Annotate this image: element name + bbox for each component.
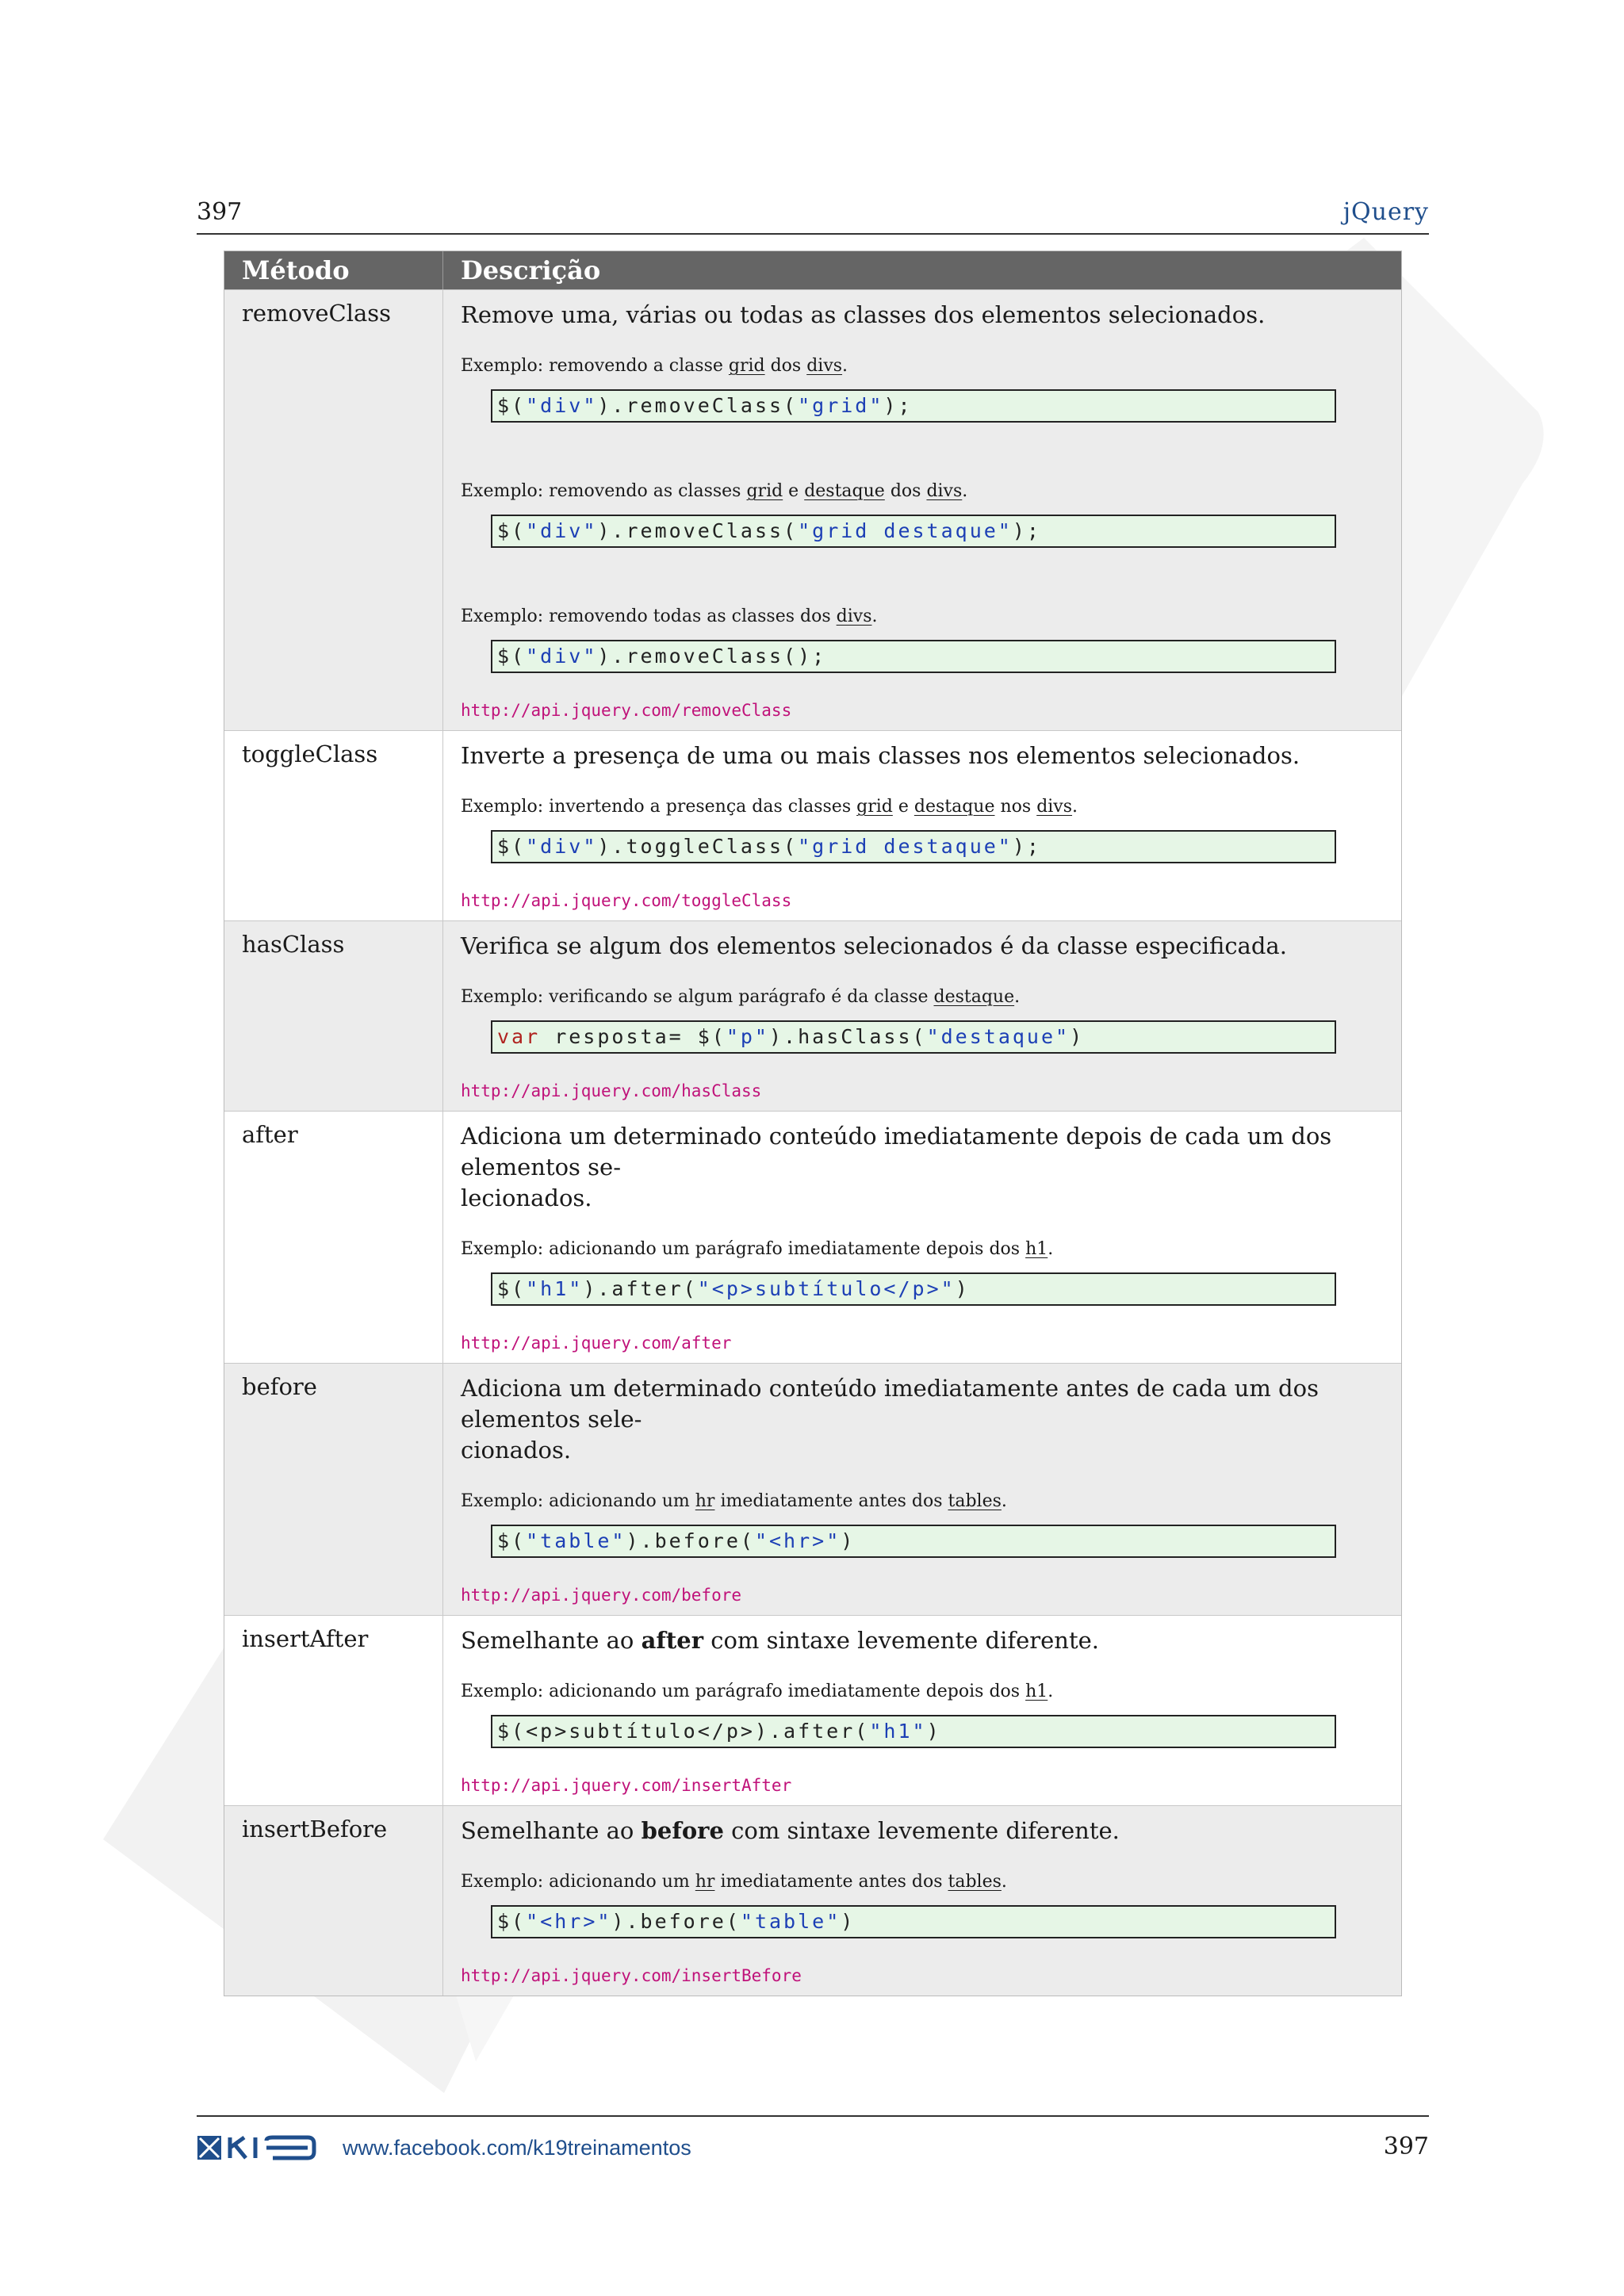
page-header	[197, 197, 1429, 235]
api-doc-link[interactable]: http://api.jquery.com/before	[461, 1586, 742, 1605]
code-text: ).before(	[626, 1529, 755, 1552]
code-block	[491, 1905, 1336, 1938]
method-description: Adiciona um determinado conteúdo imediatamente antes de cada um dos elementos sele- cionados.	[461, 1375, 1319, 1464]
code-text: $(<p>subtítulo</p>).after(	[497, 1720, 870, 1743]
underlined-term: hr	[695, 1491, 715, 1511]
table-row	[224, 1805, 1401, 1996]
spacer	[461, 548, 1384, 581]
code-block	[491, 1715, 1336, 1748]
example-caption: Exemplo: adicionando um parágrafo imediatamente depois dos h1.	[461, 1239, 1054, 1259]
code-text: $(	[497, 1529, 527, 1552]
method-name: removeClass	[224, 290, 443, 730]
code-string: "grid destaque"	[798, 519, 1013, 542]
table-row	[224, 1615, 1401, 1805]
code-text: );	[883, 394, 913, 417]
code-text: ).removeClass(	[597, 394, 799, 417]
code-block	[491, 830, 1336, 863]
underlined-term: tables	[948, 1872, 1002, 1892]
example-caption: Exemplo: removendo as classes grid e destaque dos divs.	[461, 481, 968, 501]
code-text: resposta= $(	[540, 1025, 726, 1048]
code-text: ).removeClass(	[597, 519, 799, 542]
underlined-term: destaque	[914, 797, 995, 817]
method-description-cell	[443, 921, 1401, 1111]
table-row	[224, 289, 1401, 730]
api-doc-link[interactable]: http://api.jquery.com/insertBefore	[461, 1966, 802, 1985]
example-caption: Exemplo: adicionando um parágrafo imediatamente depois dos h1.	[461, 1682, 1054, 1701]
code-text: );	[1012, 835, 1041, 858]
underlined-term: divs	[926, 481, 963, 501]
code-text: )	[841, 1529, 856, 1552]
method-description: Inverte a presença de uma ou mais classes nos elementos selecionados.	[461, 742, 1300, 769]
code-text: ).toggleClass(	[597, 835, 799, 858]
code-string: "destaque"	[926, 1025, 1071, 1048]
code-text: )	[841, 1910, 856, 1933]
code-string: "div"	[526, 645, 598, 668]
api-doc-link[interactable]: http://api.jquery.com/after	[461, 1334, 732, 1353]
example-caption: Exemplo: adicionando um hr imediatamente antes dos tables.	[461, 1491, 1007, 1511]
table-row	[224, 1111, 1401, 1363]
col-header-description: Descrição	[461, 255, 601, 285]
table-body	[224, 289, 1401, 1996]
header-page-number: 397	[197, 198, 243, 226]
code-string: "<hr>"	[754, 1529, 841, 1552]
underlined-term: grid	[746, 481, 783, 501]
code-string: "div"	[526, 519, 598, 542]
underlined-term: divs	[836, 607, 872, 626]
code-text: $(	[497, 835, 527, 858]
underlined-term: hr	[695, 1872, 715, 1892]
code-text: )	[955, 1277, 970, 1300]
method-description-cell	[443, 1112, 1401, 1363]
example-caption: Exemplo: removendo a classe grid dos divs.	[461, 356, 848, 376]
method-description-cell	[443, 1616, 1401, 1805]
code-text: ).hasClass(	[768, 1025, 927, 1048]
code-block	[491, 515, 1336, 548]
code-text: );	[1012, 519, 1041, 542]
underlined-term: h1	[1025, 1239, 1048, 1259]
code-string: "<p>subtítulo</p>"	[697, 1277, 956, 1300]
underlined-term: grid	[728, 356, 765, 376]
api-doc-link[interactable]: http://api.jquery.com/removeClass	[461, 701, 792, 720]
example-caption: Exemplo: removendo todas as classes dos divs.	[461, 607, 878, 626]
code-block	[491, 1020, 1336, 1054]
methods-table	[224, 251, 1402, 1996]
underlined-term: h1	[1025, 1682, 1048, 1701]
underlined-term: tables	[948, 1491, 1002, 1511]
api-doc-link[interactable]: http://api.jquery.com/hasClass	[461, 1081, 762, 1100]
page-footer	[197, 2115, 1429, 2164]
method-name: after	[224, 1112, 443, 1363]
underlined-term: destaque	[804, 481, 885, 501]
underlined-term: divs	[806, 356, 843, 376]
code-string: "p"	[726, 1025, 769, 1048]
code-text: )	[1070, 1025, 1085, 1048]
table-row	[224, 1363, 1401, 1615]
table-header	[224, 251, 1401, 289]
footer-facebook-link[interactable]: www.facebook.com/k19treinamentos	[343, 2136, 691, 2160]
code-string: "table"	[740, 1910, 841, 1933]
code-text: ).before(	[611, 1910, 741, 1933]
api-doc-link[interactable]: http://api.jquery.com/toggleClass	[461, 891, 792, 910]
method-description-cell	[443, 290, 1401, 730]
method-description-cell	[443, 1806, 1401, 1996]
code-text: $(	[497, 394, 527, 417]
method-name: hasClass	[224, 921, 443, 1111]
code-text: ).after(	[583, 1277, 698, 1300]
code-string: "h1"	[869, 1720, 927, 1743]
code-text: $(	[497, 519, 527, 542]
method-description-cell	[443, 1364, 1401, 1615]
api-doc-link[interactable]: http://api.jquery.com/insertAfter	[461, 1776, 792, 1795]
code-text: )	[926, 1720, 941, 1743]
code-string: "div"	[526, 394, 598, 417]
underlined-term: divs	[1036, 797, 1073, 817]
code-text: $(	[497, 1910, 527, 1933]
code-string: "<hr>"	[526, 1910, 612, 1933]
method-name: toggleClass	[224, 731, 443, 920]
method-description: Adiciona um determinado conteúdo imediatamente depois de cada um dos elementos se- lecionados.	[461, 1123, 1332, 1211]
method-description: Semelhante ao before com sintaxe levemente diferente.	[461, 1817, 1120, 1844]
table-row	[224, 920, 1401, 1111]
example-caption: Exemplo: invertendo a presença das classes grid e destaque nos divs.	[461, 797, 1078, 817]
code-text: ).removeClass();	[597, 645, 827, 668]
header-chapter-title: jQuery	[1342, 198, 1429, 226]
method-name: insertBefore	[224, 1806, 443, 1996]
code-keyword: var	[497, 1025, 541, 1048]
footer-page-number: 397	[1383, 2133, 1429, 2160]
k19-logo-icon	[197, 2133, 317, 2163]
bold-term: before	[641, 1817, 724, 1844]
code-string: "div"	[526, 835, 598, 858]
example-caption: Exemplo: verificando se algum parágrafo é da classe destaque.	[461, 987, 1021, 1007]
code-block	[491, 640, 1336, 673]
code-string: "h1"	[526, 1277, 584, 1300]
bold-term: after	[641, 1627, 704, 1654]
code-string: "grid destaque"	[798, 835, 1013, 858]
underlined-term: destaque	[933, 987, 1015, 1007]
code-block	[491, 389, 1336, 423]
method-description: Verifica se algum dos elementos selecionados é da classe especificada.	[461, 932, 1287, 959]
method-description-cell	[443, 731, 1401, 920]
code-string: "grid"	[798, 394, 884, 417]
spacer	[461, 423, 1384, 456]
code-text: $(	[497, 645, 527, 668]
code-block	[491, 1525, 1336, 1558]
method-name: before	[224, 1364, 443, 1615]
table-row	[224, 730, 1401, 920]
underlined-term: grid	[856, 797, 893, 817]
method-description: Remove uma, várias ou todas as classes dos elementos selecionados.	[461, 301, 1266, 328]
code-text: $(	[497, 1277, 527, 1300]
col-header-method: Método	[224, 251, 443, 289]
code-block	[491, 1272, 1336, 1306]
example-caption: Exemplo: adicionando um hr imediatamente antes dos tables.	[461, 1872, 1007, 1892]
method-name: insertAfter	[224, 1616, 443, 1805]
method-description: Semelhante ao after com sintaxe levemente diferente.	[461, 1627, 1099, 1654]
code-string: "table"	[526, 1529, 626, 1552]
